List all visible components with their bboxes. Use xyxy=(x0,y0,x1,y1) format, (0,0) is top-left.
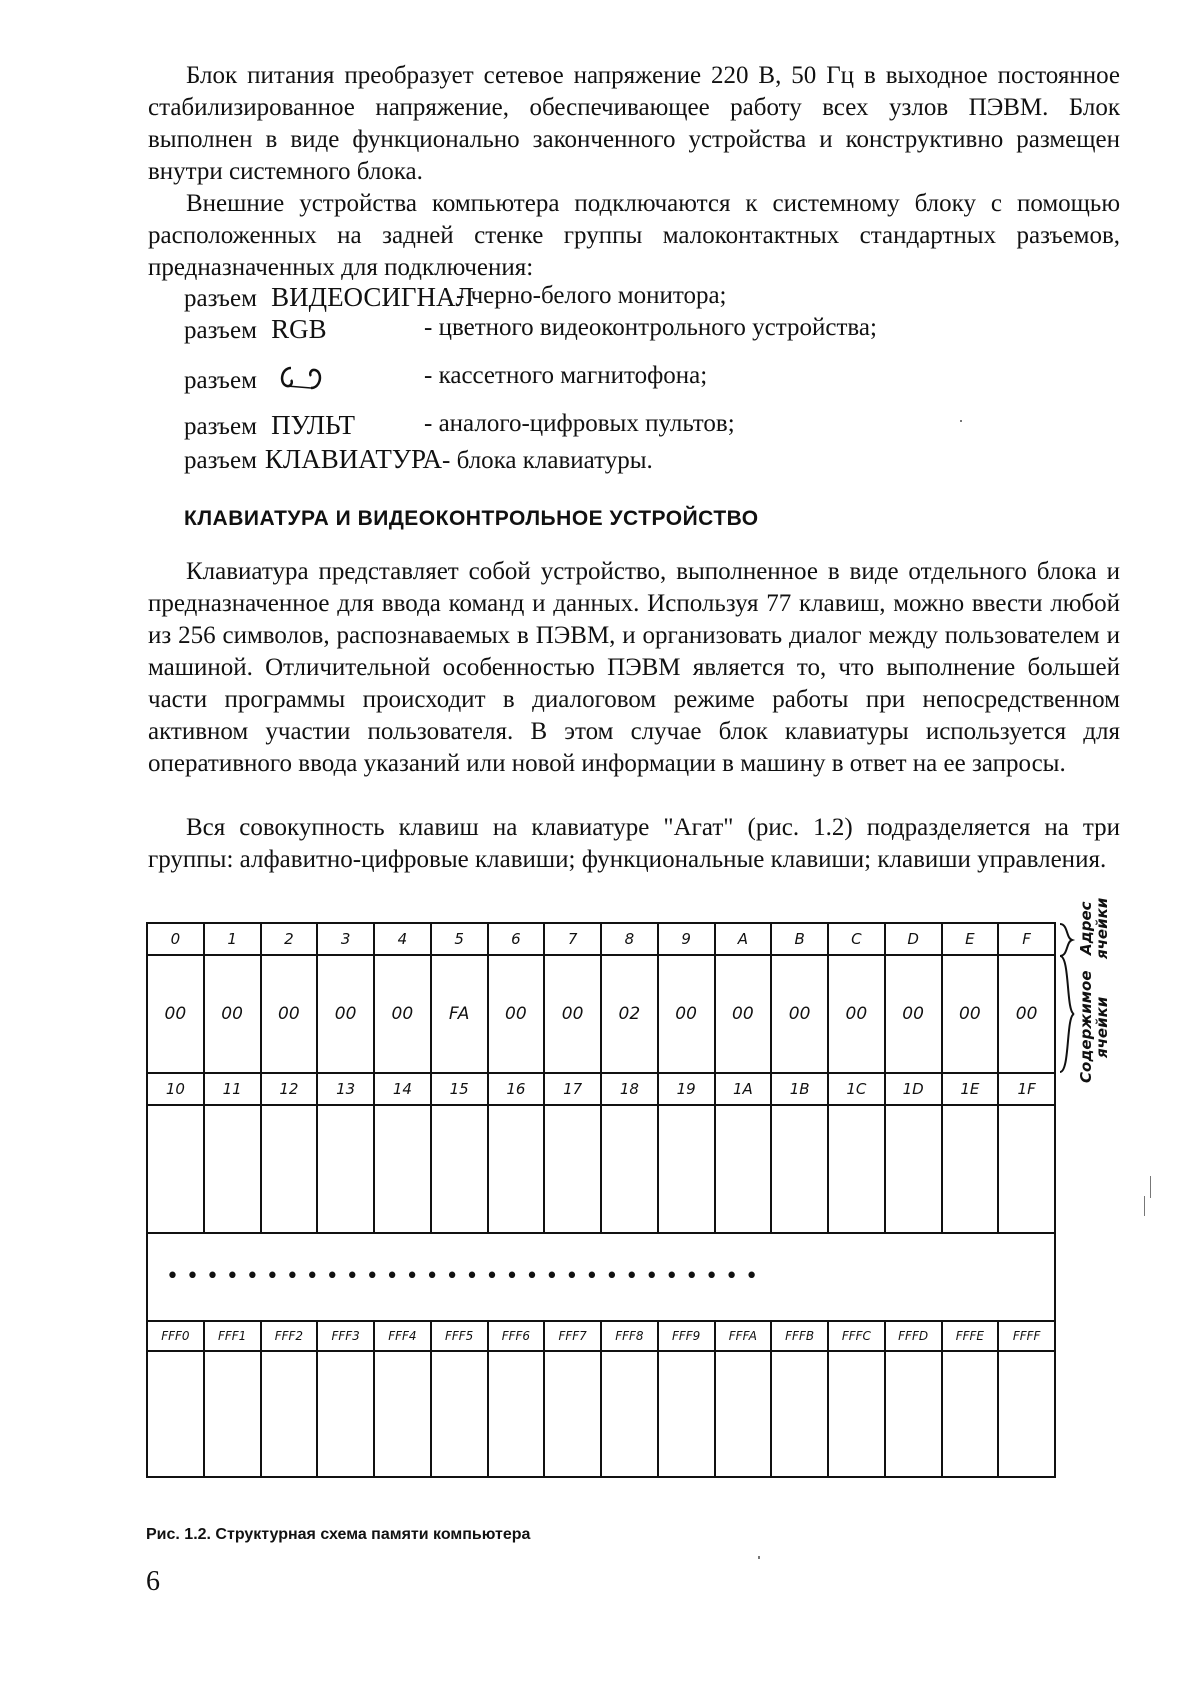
address-cell: FFF4 xyxy=(374,1321,431,1351)
page-number: 6 xyxy=(146,1566,160,1597)
paragraph-text: Блок питания преобразует сетевое напряжение 220 В, 50 Гц в выходное постоянное стабилизированное напряжение, обеспечивающее работу всех узлов ПЭВМ. Блок выполнен в виде функционально законченного устройства и конструктивно размещен внутри системного блока. xyxy=(148,62,1120,185)
section-heading: КЛАВИАТУРА И ВИДЕОКОНТРОЛЬНОЕ УСТРОЙСТВО xyxy=(184,507,759,530)
address-cell: FFFE xyxy=(942,1321,999,1351)
address-cell: 1F xyxy=(998,1073,1055,1105)
empty-cell xyxy=(942,1105,999,1233)
connector-item xyxy=(184,314,877,348)
address-cell: C xyxy=(828,923,885,955)
address-cell: FFF7 xyxy=(544,1321,601,1351)
connector-word: разъем xyxy=(184,367,257,395)
empty-content-row xyxy=(147,1105,1055,1233)
empty-cell xyxy=(544,1105,601,1233)
address-cell: 13 xyxy=(317,1073,374,1105)
empty-cell xyxy=(204,1351,261,1477)
address-brace-icon xyxy=(1058,922,1078,958)
address-cell: 1B xyxy=(771,1073,828,1105)
content-cell: 00 xyxy=(204,955,261,1073)
address-cell: 12 xyxy=(261,1073,318,1105)
address-cell: FFFC xyxy=(828,1321,885,1351)
connector-word: разъем xyxy=(184,447,257,474)
content-cell: 00 xyxy=(658,955,715,1073)
address-cell: 17 xyxy=(544,1073,601,1105)
content-cell: 00 xyxy=(147,955,204,1073)
content-cell: FA xyxy=(431,955,488,1073)
empty-cell xyxy=(317,1105,374,1233)
external-devices-paragraph xyxy=(148,188,1120,284)
address-row xyxy=(147,1073,1055,1105)
address-cell: FFF1 xyxy=(204,1321,261,1351)
address-cell: FFFA xyxy=(715,1321,772,1351)
address-cell: 18 xyxy=(601,1073,658,1105)
empty-cell xyxy=(374,1105,431,1233)
empty-cell xyxy=(147,1105,204,1233)
memory-grid xyxy=(146,922,1056,1478)
content-cell: 00 xyxy=(261,955,318,1073)
address-cell: 1C xyxy=(828,1073,885,1105)
scan-speck xyxy=(1144,1196,1145,1216)
address-cell-label: Адрес ячейки xyxy=(1077,897,1111,959)
empty-cell xyxy=(261,1351,318,1477)
address-cell: 5 xyxy=(431,923,488,955)
address-cell: 14 xyxy=(374,1073,431,1105)
empty-cell xyxy=(601,1351,658,1477)
empty-cell xyxy=(828,1105,885,1233)
address-cell: A xyxy=(715,923,772,955)
address-cell: FFF9 xyxy=(658,1321,715,1351)
scan-speck xyxy=(758,1556,760,1559)
address-cell: 0 xyxy=(147,923,204,955)
ellipsis-dots: • • • • • • • • • • • • • • • • • • • • • • • • • • • • • • xyxy=(166,1264,759,1289)
empty-cell xyxy=(658,1351,715,1477)
address-cell: FFF5 xyxy=(431,1321,488,1351)
address-cell: 7 xyxy=(544,923,601,955)
key-groups-paragraph xyxy=(148,812,1120,876)
empty-cell xyxy=(544,1351,601,1477)
connector-item xyxy=(184,410,735,444)
address-cell: B xyxy=(771,923,828,955)
memory-diagram xyxy=(146,922,1056,1522)
content-cell: 00 xyxy=(828,955,885,1073)
connector-desc: - аналого-цифровых пультов; xyxy=(424,410,735,437)
address-cell: 1A xyxy=(715,1073,772,1105)
address-cell: 10 xyxy=(147,1073,204,1105)
address-cell: FFFD xyxy=(885,1321,942,1351)
connector-item xyxy=(184,444,653,478)
empty-cell xyxy=(488,1105,545,1233)
address-cell: FFF0 xyxy=(147,1321,204,1351)
figure-caption: Рис. 1.2. Структурная схема памяти компьютера xyxy=(146,1526,531,1543)
address-cell: 6 xyxy=(488,923,545,955)
address-cell: 1 xyxy=(204,923,261,955)
content-cell-label: Содержимое ячейки xyxy=(1077,970,1111,1084)
connector-desc: - блока клавиатуры. xyxy=(442,447,653,474)
empty-cell xyxy=(658,1105,715,1233)
ellipsis-cell xyxy=(147,1233,1055,1321)
address-cell: 19 xyxy=(658,1073,715,1105)
empty-cell xyxy=(771,1351,828,1477)
address-cell: 1E xyxy=(942,1073,999,1105)
scan-speck xyxy=(1150,1176,1151,1198)
connector-item xyxy=(184,282,727,316)
address-cell: D xyxy=(885,923,942,955)
connector-item xyxy=(184,362,708,396)
content-row xyxy=(147,955,1055,1073)
connector-word: разъем xyxy=(184,413,257,440)
address-cell: FFF6 xyxy=(488,1321,545,1351)
empty-cell xyxy=(715,1351,772,1477)
empty-cell xyxy=(601,1105,658,1233)
ellipsis-row xyxy=(147,1233,1055,1321)
content-cell: 00 xyxy=(998,955,1055,1073)
connector-desc: - цветного видеоконтрольного устройства; xyxy=(424,314,877,341)
empty-cell xyxy=(374,1351,431,1477)
empty-content-row xyxy=(147,1351,1055,1477)
address-cell: FFF3 xyxy=(317,1321,374,1351)
empty-cell xyxy=(261,1105,318,1233)
empty-cell xyxy=(147,1351,204,1477)
connector-word: разъем xyxy=(184,285,257,312)
empty-cell xyxy=(431,1351,488,1477)
address-row xyxy=(147,1321,1055,1351)
empty-cell xyxy=(204,1105,261,1233)
address-cell: 16 xyxy=(488,1073,545,1105)
empty-cell xyxy=(998,1105,1055,1233)
address-cell: 8 xyxy=(601,923,658,955)
content-cell: 00 xyxy=(771,955,828,1073)
connector-desc: - черно-белого монитора; xyxy=(456,282,727,309)
cassette-icon xyxy=(271,362,341,403)
content-brace-icon xyxy=(1058,954,1078,1074)
address-cell: FFF8 xyxy=(601,1321,658,1351)
keyboard-paragraph xyxy=(148,556,1120,780)
content-cell: 00 xyxy=(488,955,545,1073)
content-cell: 00 xyxy=(544,955,601,1073)
connector-word: разъем xyxy=(184,317,257,344)
address-cell: FFFB xyxy=(771,1321,828,1351)
connector-name: КЛАВИАТУРА xyxy=(264,444,443,474)
address-cell: 3 xyxy=(317,923,374,955)
connector-desc: - кассетного магнитофона; xyxy=(424,362,708,389)
empty-cell xyxy=(317,1351,374,1477)
empty-cell xyxy=(488,1351,545,1477)
empty-cell xyxy=(998,1351,1055,1477)
empty-cell xyxy=(431,1105,488,1233)
empty-cell xyxy=(828,1351,885,1477)
address-cell: 1D xyxy=(885,1073,942,1105)
scan-speck xyxy=(960,420,962,422)
paragraph-text: Клавиатура представляет собой устройство, выполненное в виде отдельного блока и предназначенное для ввода команд и данных. Используя 77 клавиш, можно ввести любой из 256 символов, распознаваемых в ПЭВМ, и организовать диалог между пользователем и машиной. Отличительной особенностью ПЭВМ является то, что выполнение большей части программы происходит в диалоговом режиме работы при непосредственном активном участии пользователя. В этом случае блок клавиатуры используется для оперативного ввода указаний или новой информации в машину в ответ на ее запросы. xyxy=(148,558,1120,777)
content-cell: 00 xyxy=(942,955,999,1073)
empty-cell xyxy=(885,1105,942,1233)
address-cell: 15 xyxy=(431,1073,488,1105)
empty-cell xyxy=(942,1351,999,1477)
content-cell: 00 xyxy=(715,955,772,1073)
content-cell: 00 xyxy=(885,955,942,1073)
paragraph-text: Внешние устройства компьютера подключаются к системному блоку с помощью расположенных на задней стенке группы малоконтактных стандартных разъемов, предназначенных для подключения: xyxy=(148,190,1120,281)
address-row xyxy=(147,923,1055,955)
content-cell: 02 xyxy=(601,955,658,1073)
connector-name: ВИДЕОСИГНАЛ xyxy=(271,282,474,312)
empty-cell xyxy=(715,1105,772,1233)
power-supply-paragraph xyxy=(148,60,1120,188)
content-cell: 00 xyxy=(317,955,374,1073)
address-cell: 11 xyxy=(204,1073,261,1105)
address-cell: FFF2 xyxy=(261,1321,318,1351)
address-cell: 4 xyxy=(374,923,431,955)
address-cell: E xyxy=(942,923,999,955)
address-cell: 9 xyxy=(658,923,715,955)
content-cell: 00 xyxy=(374,955,431,1073)
connector-name: RGB xyxy=(271,314,327,344)
address-cell: FFFF xyxy=(998,1321,1055,1351)
paragraph-text: Вся совокупность клавиш на клавиатуре "Агат" (рис. 1.2) подразделяется на три группы: алфавитно-цифровые клавиши; функциональные клавиши; клавиши управления. xyxy=(148,814,1120,873)
address-cell: 2 xyxy=(261,923,318,955)
empty-cell xyxy=(771,1105,828,1233)
empty-cell xyxy=(885,1351,942,1477)
connector-name: ПУЛЬТ xyxy=(271,410,355,440)
address-cell: F xyxy=(998,923,1055,955)
